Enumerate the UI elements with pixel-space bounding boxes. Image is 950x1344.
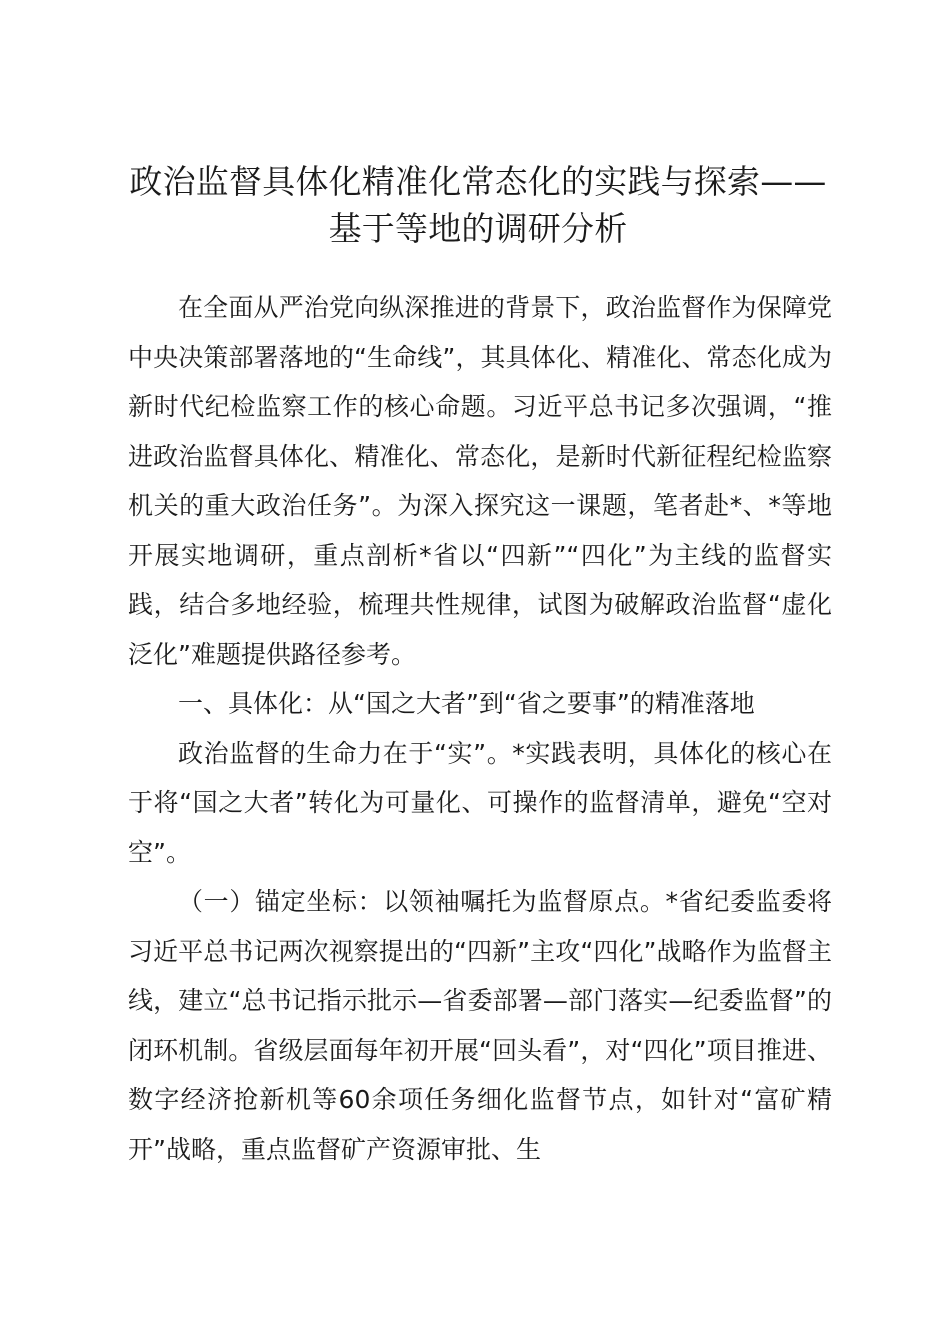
document-body	[128, 283, 832, 1174]
section-paragraph: 政治监督的生命力在于“实”。*实践表明，具体化的核心在于将“国之大者”转化为可量化、可操作的监督清单，避免“空对空”。	[128, 738, 832, 867]
subsection-paragraph: （一）锚定坐标：以领袖嘱托为监督原点。*省纪委监委将习近平总书记两次视察提出的“四新”主攻“四化”战略作为监督主线，建立“总书记指示批示—省委部署—部门落实—纪委监督”的闭环机制。省级层面每年初开展“回头看”，对“四化”项目推进、数字经济抢新机等60余项任务细化监督节点，如针对“富矿精开”战略，重点监督矿产资源审批、生	[128, 887, 832, 1164]
document-title: 政治监督具体化精准化常态化的实践与探索——基于等地的调研分析	[129, 162, 827, 248]
intro-paragraph: 在全面从严治党向纵深推进的背景下，政治监督作为保障党中央决策部署落地的“生命线”，其具体化、精准化、常态化成为新时代纪检监察工作的核心命题。习近平总书记多次强调，“推进政治监督具体化、精准化、常态化，是新时代新征程纪检监察机关的重大政治任务”。为深入探究这一课题，笔者赴*、*等地开展实地调研，重点剖析*省以“四新”“四化”为主线的监督实践，结合多地经验，梳理共性规律，试图为破解政治监督“虚化泛化”难题提供路径参考。	[128, 293, 832, 669]
section-heading: 一、具体化：从“国之大者”到“省之要事”的精准落地	[178, 689, 755, 718]
